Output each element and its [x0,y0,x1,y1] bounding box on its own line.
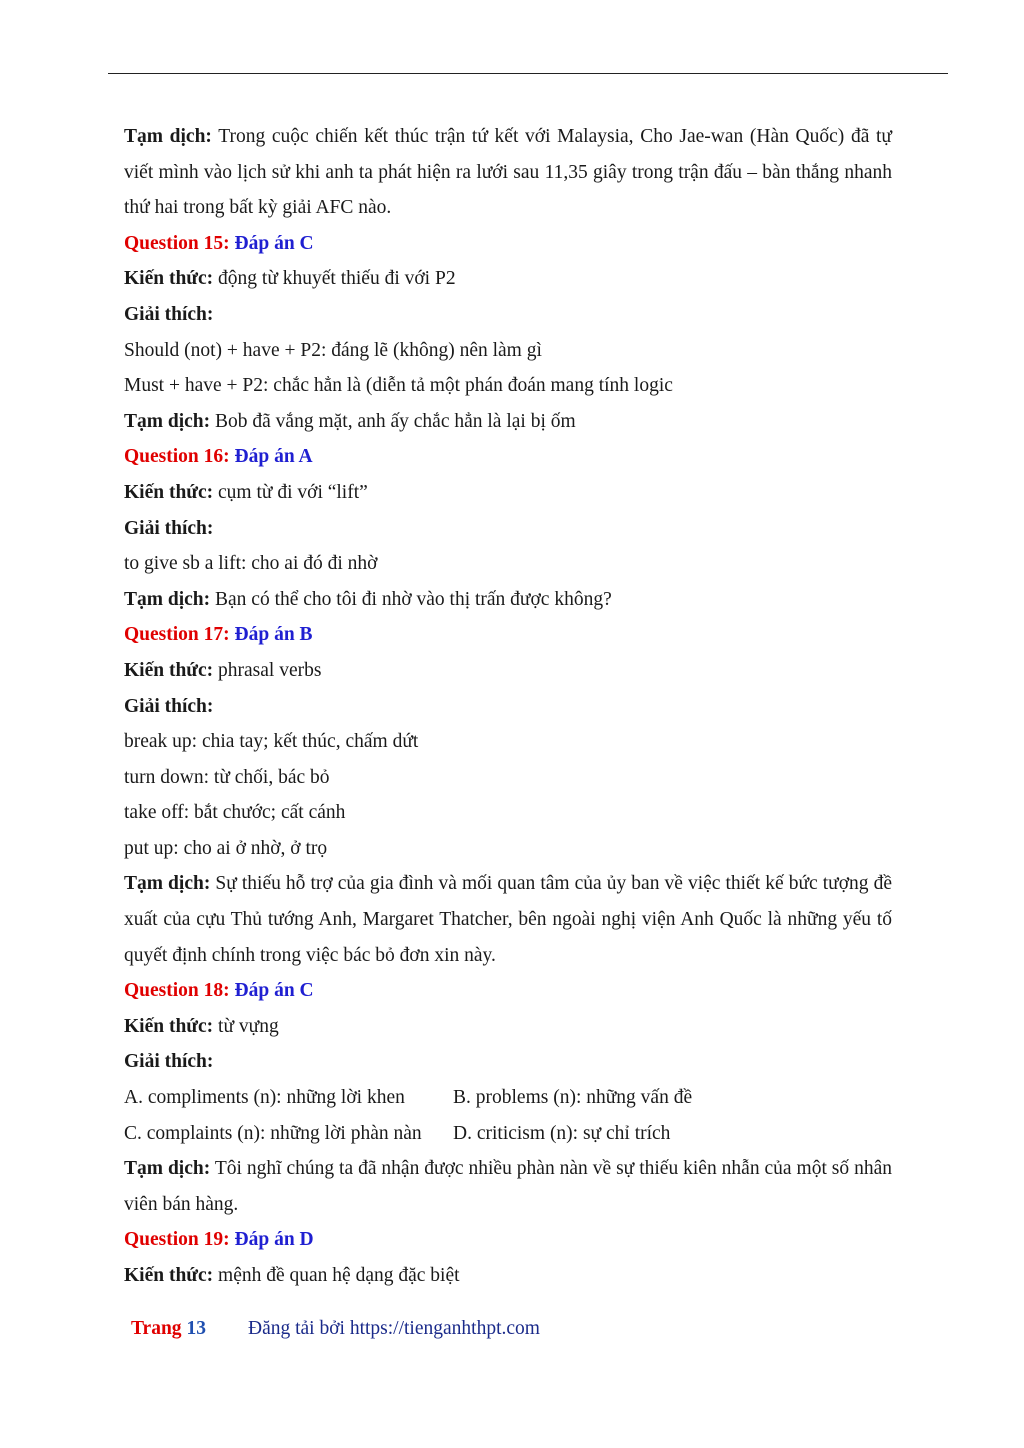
labeled-paragraph [124,297,892,333]
paragraph-text: động từ khuyết thiếu đi với P2 [213,268,456,290]
question-heading [124,973,892,1009]
option-left: C. complaints (n): những lời phàn nàn [124,1122,422,1144]
labeled-paragraph [124,582,892,618]
paragraph-label: Tạm dịch: [124,873,211,895]
paragraph-label: Tạm dịch: [124,410,211,432]
paragraph-text: mệnh đề quan hệ dạng đặc biệt [213,1265,460,1286]
paragraph-text: từ vựng [213,1015,279,1037]
option-right: B. problems (n): những vấn đề [453,1087,693,1109]
labeled-paragraph [124,689,892,725]
uploaded-by-credit: Đăng tải bởi https://tienganhthpt.com [248,1318,540,1339]
labeled-paragraph [124,1151,892,1222]
labeled-paragraph [124,119,892,226]
paragraph-label: Kiến thức: [124,1265,214,1286]
labeled-paragraph [124,475,892,511]
page-footer [131,1314,540,1344]
paragraph-text: cụm từ đi với “lift” [213,481,368,503]
labeled-paragraph [124,404,892,440]
page-number: 13 [186,1318,206,1339]
question-number: Question 16: [124,446,230,468]
question-number: Question 19: [124,1229,230,1251]
labeled-paragraph [124,653,892,689]
header-rule [108,73,948,74]
labeled-paragraph [124,1044,892,1080]
labeled-paragraph [124,1258,892,1294]
page-label: Trang [131,1318,187,1339]
paragraph-text: phrasal verbs [213,659,322,681]
text-line: Must + have + P2: chắc hẳn là (diễn tả một phán đoán mang tính logic [124,375,673,397]
option-left: A. compliments (n): những lời khen [124,1087,405,1109]
paragraph-label: Kiến thức: [124,1015,214,1037]
paragraph-label: Giải thích: [124,517,214,539]
question-number: Question 15: [124,232,230,254]
text-line: take off: bắt chước; cất cánh [124,802,346,824]
question-heading [124,1222,892,1258]
text-line: put up: cho ai ở nhờ, ở trọ [124,837,328,859]
paragraph-text: Bob đã vắng mặt, anh ấy chắc hẳn là lại bị ốm [210,410,576,432]
labeled-paragraph [124,261,892,297]
paragraph-label: Giải thích: [124,1051,214,1073]
answer-key: Đáp án A [229,446,313,468]
text-line: break up: chia tay; kết thúc, chấm dứt [124,731,419,753]
question-heading [124,226,892,262]
text-line: turn down: từ chối, bác bỏ [124,766,330,788]
paragraph-label: Tạm dịch: [124,588,211,610]
question-heading [124,439,892,475]
question-heading [124,617,892,653]
paragraph-label: Kiến thức: [124,481,214,503]
paragraph-label: Giải thích: [124,695,214,717]
text-line: to give sb a lift: cho ai đó đi nhờ [124,553,378,575]
paragraph-label: Kiến thức: [124,659,214,681]
paragraph-label: Tạm dịch: [124,1158,211,1180]
labeled-paragraph [124,511,892,547]
answer-key: Đáp án C [229,232,314,254]
question-number: Question 18: [124,980,230,1002]
paragraph-text: Tôi nghĩ chúng ta đã nhận được nhiều phàn nàn về sự thiếu kiên nhẫn của một số nhân viên bán hàng. [124,1158,892,1215]
paragraph-label: Giải thích: [124,303,214,325]
labeled-paragraph [124,1009,892,1045]
answer-key: Đáp án B [229,624,313,646]
question-number: Question 17: [124,624,230,646]
paragraph-text: Trong cuộc chiến kết thúc trận tứ kết với Malaysia, Cho Jae-wan (Hàn Quốc) đã tự viết mình vào lịch sử khi anh ta phát hiện ra lưới sau 11,35 giây trong trận đấu – bàn thắng nhanh thứ hai trong bất kỳ giải AFC nào. [124,126,892,219]
document-body [124,119,892,1294]
paragraph-label: Tạm dịch: [124,126,212,147]
text-line: Should (not) + have + P2: đáng lẽ (không) nên làm gì [124,339,542,361]
paragraph-text: Bạn có thể cho tôi đi nhờ vào thị trấn được không? [210,588,612,610]
option-pair-line [124,1080,892,1116]
labeled-paragraph [124,866,892,973]
answer-key: Đáp án C [229,980,314,1002]
paragraph-text: Sự thiếu hỗ trợ của gia đình và mối quan tâm của ủy ban về việc thiết kế bức tượng đề xuất của cựu Thủ tướng Anh, Margaret Thatcher, bên ngoài nghị viện Anh Quốc là những yếu tố quyết định chính trong việc bác bỏ đơn xin này. [124,873,892,966]
option-right: D. criticism (n): sự chỉ trích [453,1122,671,1144]
option-pair-line [124,1116,892,1152]
paragraph-label: Kiến thức: [124,268,214,290]
answer-key: Đáp án D [229,1229,314,1251]
